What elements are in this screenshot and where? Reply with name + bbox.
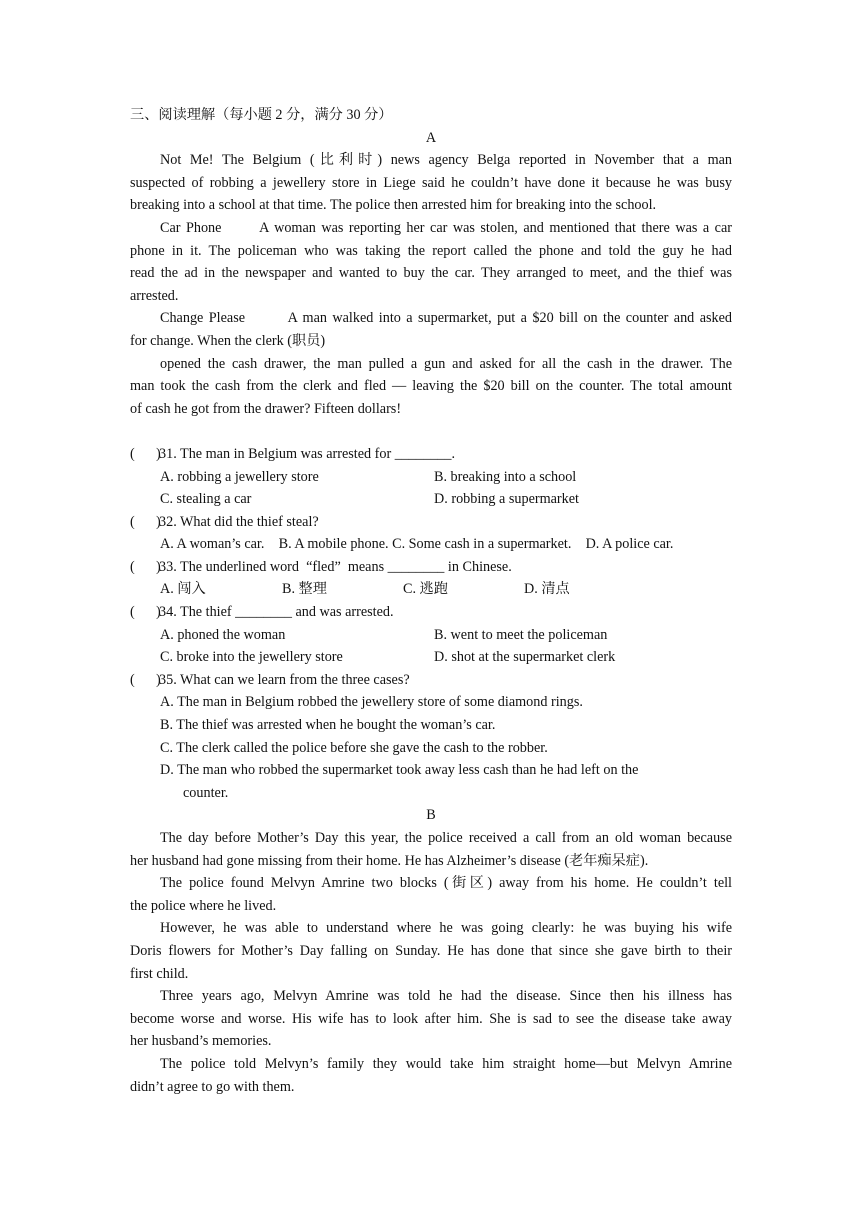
passage-a-line: phone in it. The policeman who was taking the report called the phone and told the guy he had xyxy=(130,242,732,259)
passage-a-line: Change Please A man walked into a supermarket, put a $20 bill on the counter and asked xyxy=(160,310,732,327)
option: B. went to meet the policeman xyxy=(434,626,608,643)
option-row xyxy=(130,466,732,489)
option: C. The clerk called the police before she gave the cash to the robber. xyxy=(160,739,548,756)
question-34 xyxy=(130,601,732,624)
option-row xyxy=(130,624,732,647)
passage-b-label: B xyxy=(426,807,436,824)
option-continuation: counter. xyxy=(183,784,229,801)
question-stem: 32. What did the thief steal? xyxy=(159,513,319,530)
answer-blank[interactable]: ( ) xyxy=(130,513,161,530)
option: A. 闯入 xyxy=(160,581,206,598)
option: A. phoned the woman xyxy=(160,626,286,643)
option: D. 清点 xyxy=(524,581,570,598)
question-31 xyxy=(130,443,732,466)
answer-blank[interactable]: ( ) xyxy=(130,558,161,575)
option: C. broke into the jewellery store xyxy=(160,649,343,666)
question-list xyxy=(130,443,732,805)
question-stem: 35. What can we learn from the three cases? xyxy=(159,671,410,688)
passage-a-label: A xyxy=(425,129,437,146)
passage-b-line: first child. xyxy=(130,965,189,982)
passage-a-line: Car Phone A woman was reporting her car was stolen, and mentioned that there was a car xyxy=(160,219,732,236)
option: D. shot at the supermarket clerk xyxy=(434,649,616,666)
passage-b-line: The day before Mother’s Day this year, the police received a call from an old woman because xyxy=(160,830,732,846)
passage-a-line: opened the cash drawer, the man pulled a gun and asked for all the cash in the drawer. The xyxy=(160,355,732,372)
option: A. robbing a jewellery store xyxy=(160,468,319,485)
option-row xyxy=(130,646,732,669)
passage-b-line: The police told Melvyn’s family they would take him straight home—but Melvyn Amrine xyxy=(160,1055,732,1072)
exam-page xyxy=(130,104,732,1098)
answer-blank[interactable]: ( ) xyxy=(130,445,161,462)
question-stem: 33. The underlined word “fled” means ________ in Chinese. xyxy=(159,558,512,575)
question-33 xyxy=(130,556,732,579)
passage-a-line: of cash he got from the drawer? Fifteen dollars! xyxy=(130,400,402,417)
passage-a-line: breaking into a school at that time. The police then arrested him for breaking into the school. xyxy=(130,197,657,214)
passage-a-line: arrested. xyxy=(130,287,179,304)
option: B. 整理 xyxy=(282,581,327,598)
passage-a-line: man took the cash from the clerk and fled — leaving the $20 bill on the counter. The total amount xyxy=(130,378,732,395)
passage-b-line: However, he was able to understand where he was going clearly: he was buying his wife xyxy=(160,920,732,937)
passage-b-line: her husband had gone missing from their home. He has Alzheimer’s disease (老年痴呆症). xyxy=(130,852,649,869)
passage-b-line: the police where he lived. xyxy=(130,897,277,914)
answer-blank[interactable]: ( ) xyxy=(130,604,161,621)
option: B. The thief was arrested when he bought the woman’s car. xyxy=(160,717,496,734)
passage-a-line: suspected of robbing a jewellery store in Liege said he couldn’t have done it because he was busy xyxy=(130,174,732,191)
option: A. The man in Belgium robbed the jewellery store of some diamond rings. xyxy=(160,694,583,711)
answer-blank[interactable]: ( ) xyxy=(130,671,161,688)
passage-b-line: her husband’s memories. xyxy=(130,1033,272,1050)
passage-a-line: Not Me! The Belgium (比利时) news agency Belga reported in November that a man xyxy=(160,152,732,169)
option-row xyxy=(130,488,732,511)
question-35 xyxy=(130,669,732,692)
option: C. stealing a car xyxy=(160,491,252,508)
passage-b-line: Three years ago, Melvyn Amrine was told he had the disease. Since then his illness has xyxy=(160,988,732,1005)
option: C. 逃跑 xyxy=(403,581,448,598)
option-row xyxy=(130,578,732,601)
option: B. breaking into a school xyxy=(434,468,577,485)
passage-b-line: become worse and worse. His wife has to look after him. She is sad to see the disease take away xyxy=(130,1010,732,1027)
option-row: A. A woman’s car. B. A mobile phone. C. Some cash in a supermarket. D. A police car. xyxy=(160,536,674,553)
passage-a xyxy=(130,149,732,420)
passage-a-line: for change. When the clerk (职员) xyxy=(130,332,326,349)
passage-b-line: didn’t agree to go with them. xyxy=(130,1078,295,1095)
passage-b-line: The police found Melvyn Amrine two blocks (街区) away from his home. He couldn’t tell xyxy=(160,875,732,892)
passage-b xyxy=(130,827,732,1098)
passage-a-line: read the ad in the newspaper and wanted to buy the car. They arranged to meet, and the thief was xyxy=(130,265,732,282)
option: D. robbing a supermarket xyxy=(434,491,579,508)
section-title: 三、阅读理解（每小题 2 分，满分 30 分） xyxy=(130,107,393,123)
question-32 xyxy=(130,511,732,534)
option: D. The man who robbed the supermarket took away less cash than he had left on the xyxy=(160,762,639,779)
question-stem: 34. The thief ________ and was arrested. xyxy=(159,604,394,621)
passage-b-line: Doris flowers for Mother’s Day falling on Sunday. He has done that since she gave birth to their xyxy=(130,942,732,959)
question-stem: 31. The man in Belgium was arrested for ________. xyxy=(159,445,456,462)
